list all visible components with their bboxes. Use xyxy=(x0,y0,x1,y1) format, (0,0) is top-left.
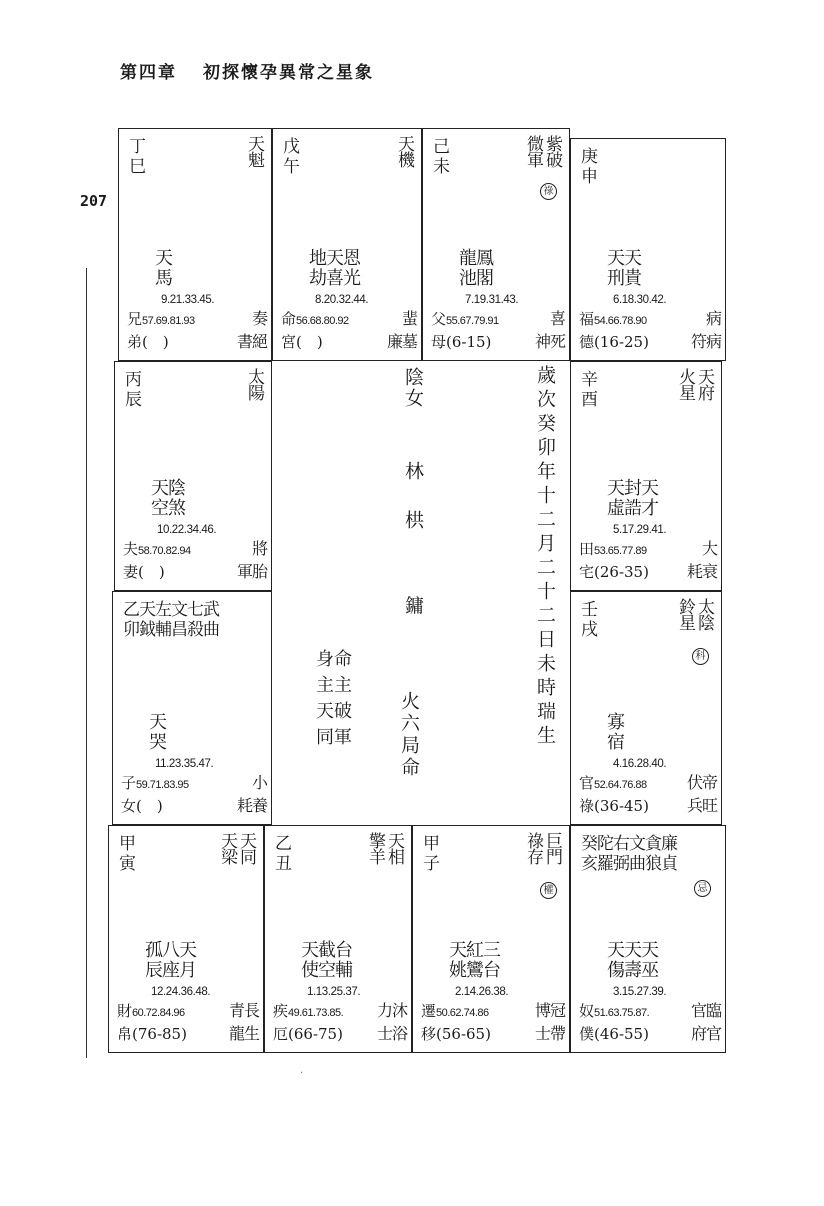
palace-info: 天封天 虛誥才 5.17.29.41. 田53.65.77.89 大 宅(26-35) 耗衰 xyxy=(579,478,717,581)
stem-branch-stars: 乙天左文七武 卯鉞輔昌殺曲 xyxy=(123,600,219,640)
stem-branch: 壬 戌 xyxy=(581,600,598,640)
palace-info: 天紅三 姚鸞台 2.14.26.38. 遷50.62.74.86 博冠 移(56-65) 士帶 xyxy=(421,940,565,1043)
gender-label: 陰女 xyxy=(402,367,424,409)
stem-branch: 丁 巳 xyxy=(129,137,146,177)
quan-seal: 權 xyxy=(540,878,557,899)
palace-zi xyxy=(412,825,570,1053)
palace-info: 孤八天 辰座月 12.24.36.48. 財60.72.84.96 青長 帛(76-85) 龍生 xyxy=(117,940,259,1043)
stem-branch: 辛 酉 xyxy=(581,370,598,410)
palace-you xyxy=(570,361,722,591)
palace-info: 寡 宿 4.16.28.40. 官52.64.76.88 伏帝 祿(36-45) 兵旺 xyxy=(579,712,717,815)
palace-info: 龍鳳 池閣 7.19.31.43. 父55.67.79.91 喜 母(6-15) 神死 xyxy=(431,248,565,351)
main-star: 天機 xyxy=(394,135,414,167)
margin-rule xyxy=(86,268,87,1058)
stem-branch: 丙 辰 xyxy=(125,370,142,410)
ziwei-chart xyxy=(108,128,726,1056)
element-bureau: 火六局命 xyxy=(398,691,420,779)
palace-info: 地天恩 劫喜光 8.20.32.44. 命56.68.80.92 蜚 宮( ) 廉墓 xyxy=(281,248,417,351)
main-star: 太陽 xyxy=(244,368,264,400)
palace-info: 天天天 傷壽巫 3.15.27.39. 奴51.63.75.87. 官臨 僕(46-55) 府官 xyxy=(579,940,721,1043)
chapter-title: 初探懷孕異常之星象 xyxy=(203,63,374,83)
main-star: 紫破微軍 xyxy=(523,135,562,167)
palace-hai xyxy=(570,825,726,1053)
palace-info: 天天 刑貴 6.18.30.42. 福54.66.78.90 病 德(16-25) 符病 xyxy=(579,248,721,351)
stem-branch: 甲 子 xyxy=(423,834,440,874)
body-master: 身命 主主 天破 同軍 xyxy=(316,649,352,748)
palace-xu xyxy=(570,591,722,825)
speck: · xyxy=(300,1068,304,1079)
palace-chen xyxy=(114,361,272,591)
palace-wei xyxy=(422,128,570,361)
main-star: 天同天梁 xyxy=(217,832,256,864)
chart-center xyxy=(272,361,570,825)
palace-info: 天陰 空煞 10.22.34.46. 夫58.70.82.94 將 妻( ) 軍胎 xyxy=(123,478,267,581)
palace-wu xyxy=(272,128,422,361)
palace-chou xyxy=(264,825,412,1053)
person-name: 林栱 鏞 xyxy=(402,461,424,645)
lu-seal: 祿 xyxy=(540,179,557,200)
main-star: 天府火星 xyxy=(675,368,714,400)
chapter-label: 第四章 xyxy=(120,63,177,83)
page-number: 207 xyxy=(80,192,108,210)
stem-branch: 庚 申 xyxy=(581,147,598,187)
palace-info: 天 哭 11.23.35.47. 子59.71.83.95 小 女( ) 耗養 xyxy=(121,712,267,815)
main-star: 天相擎羊 xyxy=(365,832,404,864)
stem-branch: 戊 午 xyxy=(283,137,300,177)
stem-branch: 乙 丑 xyxy=(275,834,292,874)
main-star: 巨門祿存 xyxy=(523,832,562,864)
main-star: 太陰鈴星 xyxy=(675,598,714,630)
palace-si xyxy=(118,128,272,361)
palace-info: 天 馬 9.21.33.45. 兄57.69.81.93 奏 弟( ) 書絕 xyxy=(127,248,267,351)
palace-shen xyxy=(570,138,726,361)
palace-yin xyxy=(108,825,264,1053)
main-star: 天魁 xyxy=(244,135,264,167)
palace-info: 天截台 使空輔 1.13.25.37. 疾49.61.73.85. 力沐 厄(66-75) 士浴 xyxy=(273,940,407,1043)
chapter-header xyxy=(120,58,374,83)
stem-branch: 甲 寅 xyxy=(119,834,136,874)
ji-seal: 忌 xyxy=(694,876,711,897)
birth-date: 歲次癸卯年十二月二十二日未時瑞生 xyxy=(534,365,556,749)
palace-mao xyxy=(112,591,272,825)
ke-seal: 科 xyxy=(692,644,709,665)
stem-branch-stars: 癸陀右文貪廉 亥羅弼曲狼貞 xyxy=(581,834,677,874)
stem-branch: 己 未 xyxy=(433,137,450,177)
